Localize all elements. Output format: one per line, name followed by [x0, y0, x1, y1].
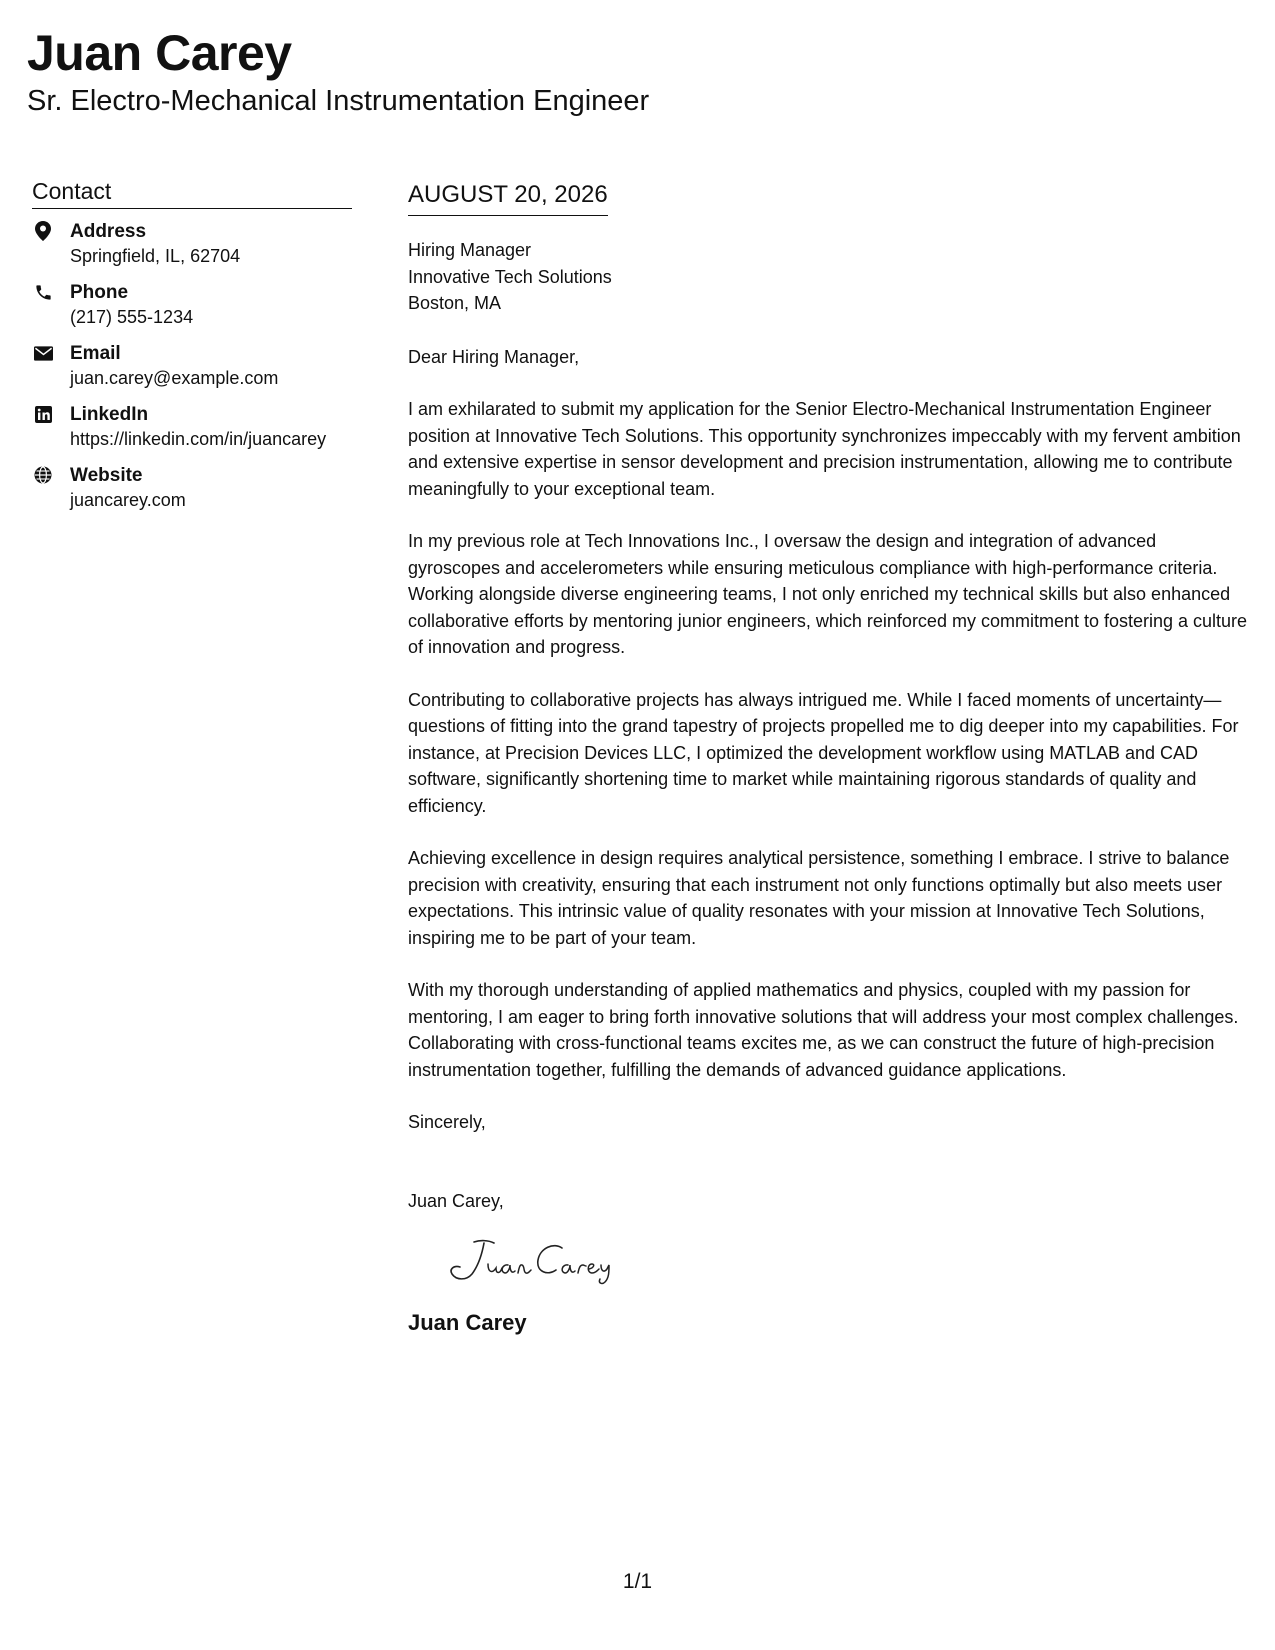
body-paragraph: Achieving excellence in design requires analytical persistence, something I embrace. I strive to balance precision with creativity, ensuring that each instrument not only functions optimally but also meets user expectations. This intrinsic value of quality resonates with your mission at Innovative Tech Solutions, inspiring me to be part of your team. [408, 848, 1230, 948]
typed-signature-name: Juan Carey [408, 1310, 527, 1335]
contact-item-email [32, 341, 352, 391]
recipient-line: Boston, MA [408, 293, 502, 313]
contact-label: LinkedIn [70, 404, 149, 425]
map-pin-icon [32, 220, 54, 242]
address-value: Springfield, IL, 62704 [70, 246, 241, 266]
recipient-block [408, 237, 1248, 317]
globe-icon [32, 464, 54, 486]
body-paragraph: Contributing to collaborative projects has always intrigued me. While I faced moments of uncertainty—questions of fitting into the grand tapestry of projects propelled me to dig deeper into my capabilities. For instance, at Precision Devices LLC, I optimized the development workflow using MATLAB and CAD software, significantly shortening time to market while maintaining rigorous standards of quality and efficiency. [408, 689, 1239, 816]
signoff-name: Juan Carey, [408, 1190, 504, 1211]
contact-sidebar [32, 176, 352, 524]
website-value[interactable]: juancarey.com [70, 490, 186, 510]
letter-header [27, 22, 649, 118]
handwritten-signature [444, 1234, 634, 1286]
contact-item-phone [32, 280, 352, 330]
contact-label: Email [70, 343, 121, 364]
contact-item-website [32, 463, 352, 513]
sender-title: Sr. Electro-Mechanical Instrumentation Engineer [27, 85, 650, 117]
page-number: 1/1 [622, 1570, 653, 1593]
contact-label: Website [70, 465, 143, 486]
contact-label: Phone [70, 282, 129, 303]
contact-item-address [32, 219, 352, 269]
sender-name: Juan Carey [27, 25, 292, 81]
closing: Sincerely, [408, 1112, 486, 1132]
contact-item-linkedin [32, 402, 352, 452]
phone-value: (217) 555-1234 [70, 307, 194, 327]
recipient-line: Innovative Tech Solutions [408, 266, 612, 287]
email-value: juan.carey@example.com [70, 368, 279, 388]
contact-heading: Contact [32, 176, 352, 209]
phone-icon [32, 281, 54, 303]
linkedin-icon [32, 403, 54, 425]
letter-date: AUGUST 20, 2026 [408, 179, 608, 216]
salutation: Dear Hiring Manager, [408, 346, 580, 367]
body-paragraph: With my thorough understanding of applied mathematics and physics, coupled with my passion for mentoring, I am eager to bring forth innovative solutions that will address your most complex challenges. Collaborating with cross-functional teams excites me, as we can construct the future of high-precision instrumentation together, fulfilling the demands of advanced guidance applications. [408, 980, 1239, 1080]
linkedin-value[interactable]: https://linkedin.com/in/juancarey [70, 429, 327, 449]
contact-label: Address [70, 221, 147, 242]
body-paragraph: In my previous role at Tech Innovations Inc., I oversaw the design and integration of advanced gyroscopes and accelerometers while ensuring meticulous compliance with high-performance criteria. Working alongside diverse engineering teams, I not only enriched my technical skills but also enhanced collaborative efforts by mentoring junior engineers, which reinforced my commitment to fostering a culture of innovation and progress. [408, 531, 1248, 657]
body-paragraph: I am exhilarated to submit my application for the Senior Electro-Mechanical Instrumentation Engineer position at Innovative Tech Solutions. This opportunity synchronizes impeccably with my fervent ambition and extensive expertise in sensor development and precision instrumentation, allowing me to contribute meaningfully to your exceptional team. [408, 399, 1241, 499]
envelope-icon [32, 342, 54, 364]
letter-body [408, 179, 1248, 1337]
recipient-line: Hiring Manager [408, 240, 532, 260]
